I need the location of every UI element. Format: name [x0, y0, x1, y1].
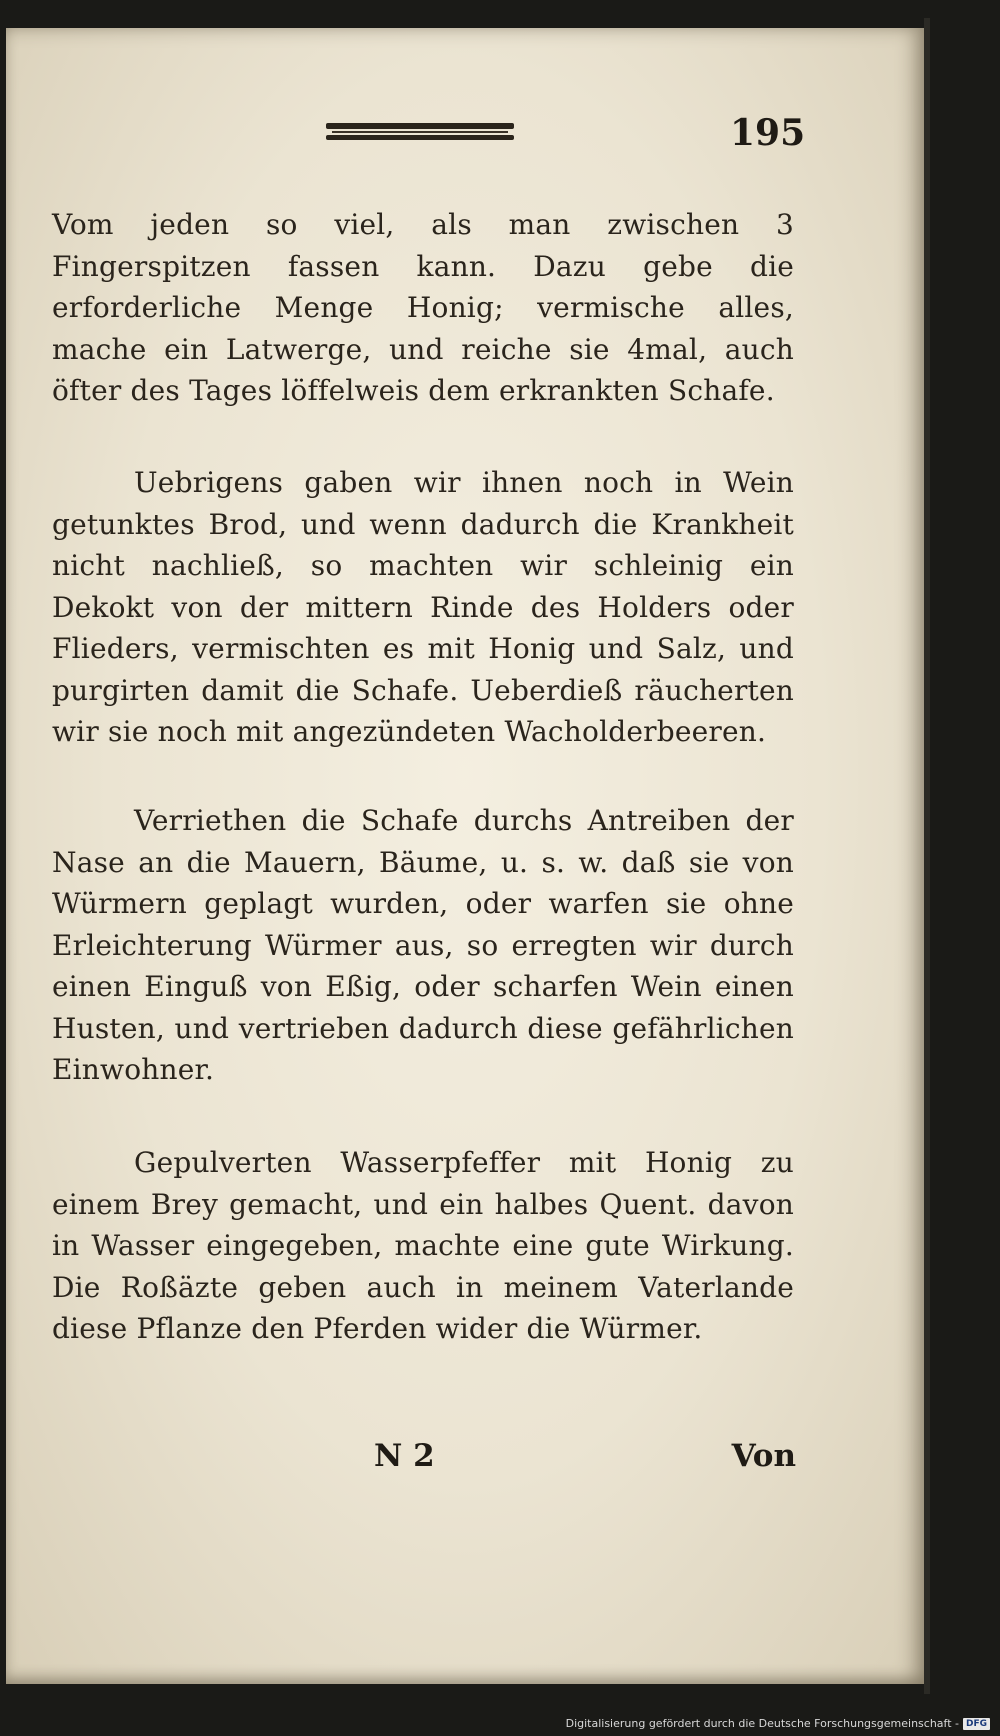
- paragraph-4-text: Gepulverten Wasserpfeffer mit Honig zu einem Brey gemacht, und ein halbes Quent. davon in Wasser eingegeben, machte eine gute Wirkung. Die Roßäzte geben auch in meinem Vaterlande diese Pflanze den Pferden wider die Würmer.: [52, 1146, 794, 1345]
- ornament-bar-top: [326, 123, 514, 129]
- dfg-logo-icon: DFG: [963, 1718, 990, 1730]
- paragraph-4: [52, 1142, 794, 1350]
- paragraph-3: [52, 800, 794, 1091]
- signature-mark: N 2: [374, 1438, 435, 1474]
- page-edge-shadow: [924, 18, 930, 1694]
- paragraph-1-text: Vom jeden so viel, als man zwischen 3 Fingerspitzen fassen kann. Dazu gebe die erforderliche Menge Honig; vermische alles, mache ein Latwerge, und reiche sie 4mal, auch öfter des Tages löffelweis dem erkrankten Schafe.: [52, 208, 794, 407]
- paragraph-3-text: Verriethen die Schafe durchs Antreiben der Nase an die Mauern, Bäume, u. s. w. daß sie von Würmern geplagt wurden, oder warfen sie ohne Erleichterung Würmer aus, so erregten wir durch einen Einguß von Eßig, oder scharfen Wein einen Husten, und vertrieben dadurch diese gefährlichen Einwohner.: [52, 804, 794, 1086]
- digitization-footer: [566, 1717, 990, 1730]
- paragraph-1: [52, 204, 794, 412]
- catchword: Von: [731, 1438, 796, 1474]
- ornament-bar-middle: [332, 131, 508, 133]
- page-number: 195: [730, 112, 806, 154]
- header-ornament: [326, 121, 514, 141]
- paragraph-2-text: Uebrigens gaben wir ihnen noch in Wein getunktes Brod, und wenn dadurch die Krankheit nicht nachließ, so machten wir schleinig ein Dekokt von der mittern Rinde des Holders oder Flieders, vermischten es mit Honig und Salz, und purgirten damit die Schafe. Ueberdieß räucherten wir sie noch mit angezündeten Wacholderbeeren.: [52, 466, 794, 748]
- footer-credit: Digitalisierung gefördert durch die Deutsche Forschungsgemeinschaft -: [565, 1717, 959, 1730]
- ornament-bar-bottom: [326, 135, 514, 140]
- paragraph-2: [52, 462, 794, 753]
